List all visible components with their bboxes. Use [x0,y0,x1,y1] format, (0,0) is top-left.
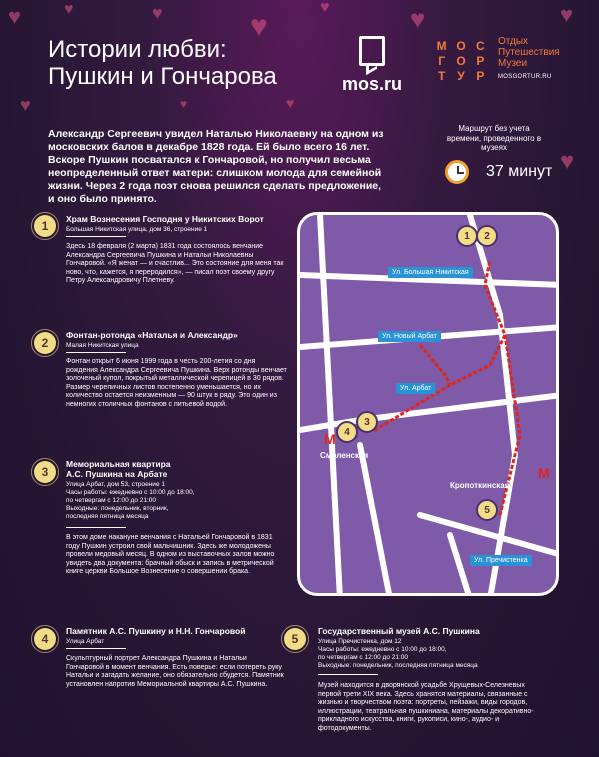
street-label: Ул. Большая Никитская [388,267,473,278]
heart-decoration: ♥ [20,95,31,115]
stop-number-badge: 1 [34,215,56,237]
heart-decoration: ♥ [8,4,22,29]
metro-label: Смоленская [320,451,369,460]
stop-number-badge: 3 [34,461,56,483]
stop-title: Фонтан-ротонда «Наталья и Александр» [66,330,238,340]
mosgortur-tagline [498,36,560,69]
heart-decoration: ♥ [560,2,574,27]
stop-address: Улица Арбат [66,638,105,645]
stop-description: Фонтан открыт 6 июня 1999 года в честь 200-летия со дня рождения Александра Сергеевича Пушкина. Верх ротонды венчает золоченый купол, покрытый металлической черепицей в 30 рядов. Размер черепичных листов постепенно уменьшается, но их количество остается неизменным — 90 штук в ряду. Это один из немногих столичных фонтанов с питьевой водой. [66,358,287,408]
stop-title-line: А.С. Пушкина на Арбате [66,469,168,479]
heart-decoration: ♥ [410,4,426,34]
stop-title: Памятник А.С. Пушкину и Н.Н. Гончаровой [66,626,246,636]
street-label: Ул. Новый Арбат [378,331,441,342]
divider [318,674,378,675]
logo-letter: Р [476,69,485,84]
stop-title-line: Мемориальная квартира [66,459,171,469]
logo-letter: М [436,38,447,53]
heart-decoration: ♥ [286,95,295,111]
heart-decoration: ♥ [250,10,268,43]
divider [66,352,126,353]
stop-title: Государственный музей А.С. Пушкина [318,626,480,636]
mos-logo-text: mos.ru [342,74,403,94]
stop-address: Улица Пречистенка, дом 12 [318,638,402,645]
route-duration: 37 минут [486,163,553,180]
stop-number-badge: 5 [284,628,306,650]
stop-address: Малая Никитская улица [66,342,139,349]
stop-title [66,459,296,479]
stop-title: Храм Вознесения Господня у Никитских Ворот [66,214,264,224]
stop-number-badge: 4 [34,628,56,650]
stop-hours: по четвергам с 12:00 до 21:00 [66,497,157,504]
stop-address: Большая Никитская улица, дом 36, строение 1 [66,226,208,233]
stop-address: Улица Арбат, дом 53, строение 1 [66,481,165,488]
tagline-line: Музеи [498,58,528,69]
mos-logo-icon [359,36,385,66]
stop-hours: Выходные: понедельник, вторник, [66,505,169,512]
route-map [297,212,559,596]
stop-address-block [66,481,296,521]
metro-icon: М [324,431,336,447]
stop-description: Здесь 18 февраля (2 марта) 1831 года состоялось венчание Александра Сергеевича Пушкина и Натальи Николаевны Гончаровой. «Я женат — и счастлив... Это состояние для меня так ново, что, кажется, я переродился», — писал поэт своему другу Петру Александровичу Плетневу. [66,243,284,284]
map-pin: 3 [358,413,376,431]
stop-number-badge: 2 [34,332,56,354]
logo-letter: У [457,69,465,84]
stop-description: Музей находится в дворянской усадьбе Хрущевых-Селезневых первой трети XIX века. Здесь хранятся материалы, связанные с жизнью и творчеством поэта: портреты, пейзажи, виды городов, иллюстрации, театральная пушкиниана, материалы декоративно-прикладного искусства, книги, рукописи, кино-, аудио- и фотодокументы. [318,682,534,732]
stop-address-block [318,638,558,670]
logo-letter: О [456,53,466,68]
title-line-1: Истории любви: [48,36,227,63]
divider [66,236,126,237]
mosgortur-logo [432,38,490,84]
stop-description: Скульптурный портрет Александра Пушкина и Натальи Гончаровой в момент венчания. Есть поверье: если потереть руку Натальи и загадать желание, оно обязательно сбудется. Памятник установлен напротив Мемориальной квартиры А.С. Пушкина. [66,655,284,688]
title-line-2: Пушкин и Гончарова [48,63,277,90]
heart-decoration: ♥ [152,3,163,23]
street-label: Ул. Арбат [396,383,435,394]
stop-hours: Часы работы: ежедневно с 10:00 до 18:00, [318,646,447,653]
tagline-line: Путешествия [498,47,560,58]
divider [66,527,126,528]
heart-decoration: ♥ [64,1,74,18]
metro-label: Кропоткинская [450,481,510,490]
stop-hours: последняя пятница месяца [66,513,149,520]
map-pin: 4 [338,423,356,441]
stop-description: В этом доме накануне венчания с Натальей Гончаровой в 1831 году Пушкин устроил свой мальчишник. Здесь же молодожены провели медовый месяц. В одном из выставочных залов можно увидеть два документа: брачный обыск и запись в метрической книге церкви Большое Вознесение о совершении брака. [66,534,275,575]
street-label: Ул. Пречистенка [470,555,532,566]
map-pin: 1 [458,227,476,245]
divider [66,648,126,649]
heart-decoration: ♥ [560,148,575,175]
route-note: Маршрут без учета времени, проведенного в музеях [446,124,542,152]
map-pin: 2 [478,227,496,245]
heart-decoration: ♥ [180,97,188,111]
heart-decoration: ♥ [320,0,330,16]
clock-icon [445,160,469,184]
logo-letter: Р [476,53,485,68]
map-pin: 5 [478,501,496,519]
logo-letter: С [475,38,485,53]
logo-letter: Г [438,53,446,68]
page-title [48,36,277,90]
logo-letter: О [456,38,466,53]
stop-hours: по четвергам с 12:00 до 21:00 [318,654,409,661]
stop-hours: Выходные: понедельник, последняя пятница месяца [318,662,478,669]
stop-hours: Часы работы: ежедневно с 10:00 до 18:00, [66,489,195,496]
metro-icon: М [538,465,550,481]
mosgortur-site: MOSGORTUR.RU [498,74,552,80]
intro-text: Александр Сергеевич увидел Наталью Николаевну на одном из московских балов в декабре 1828 года. Ей было всего 16 лет. Вскоре Пушкин посватался к Гончаровой, но получил весьма неопределенный ответ матери: слишком молода для семейной жизни. Через 2 года поэт снова решился сделать предложение, и оно было принято. [48,128,384,205]
tagline-line: Отдых [498,36,529,47]
logo-letter: Т [437,69,446,84]
